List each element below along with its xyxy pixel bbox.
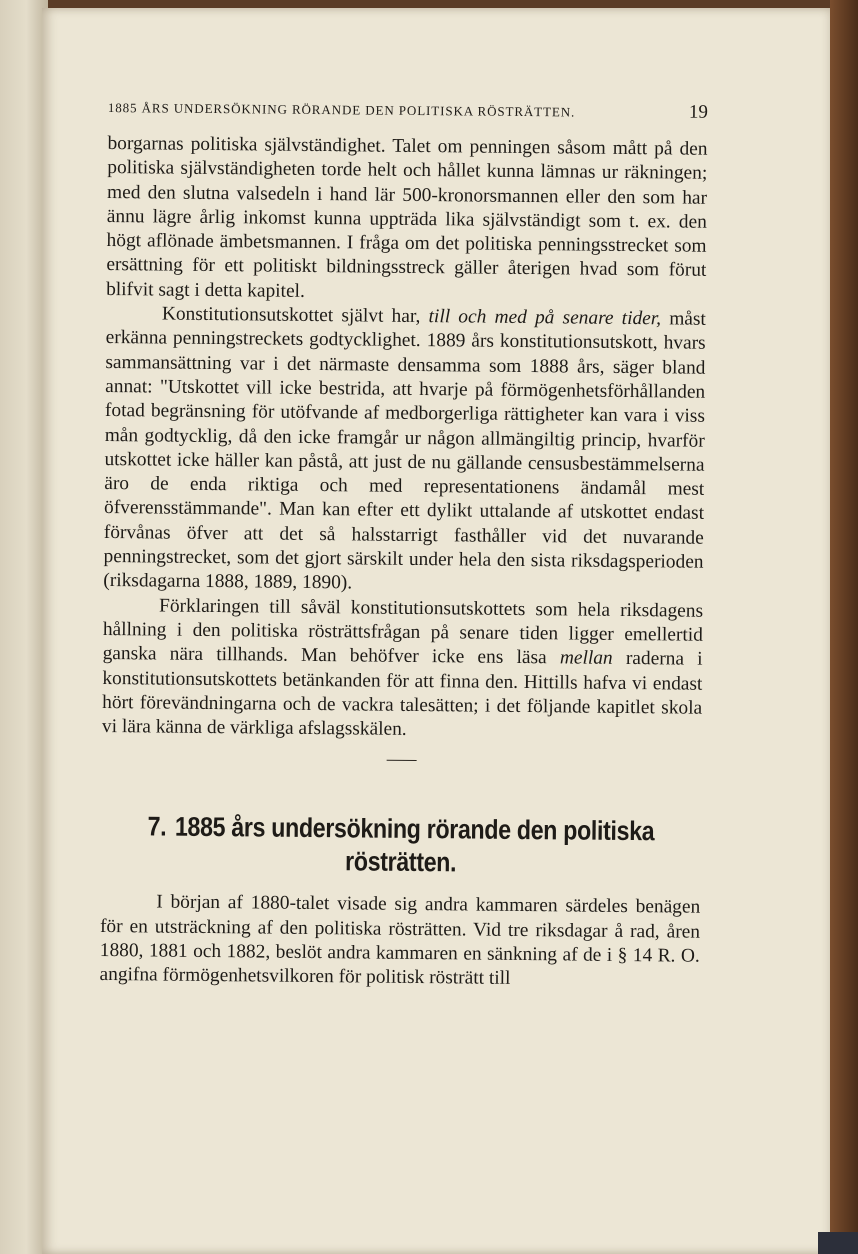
section-number: 7. xyxy=(147,811,167,843)
section-paragraph: I början af 1880-talet visade sig andra kammaren särdeles benägen för en utsträckning af den politiska rösträtten. Vid tre riksdagar å rad, åren 1880, 1881 och 1882, beslöt andra kammaren en sänkning af de i § 14 R. O. angifna förmögenhetsvilkoren för politisk rösträtt till xyxy=(99,891,701,990)
running-head xyxy=(108,96,708,132)
paragraph-explanation-rest: raderna i konstitutionsutskottets betänkanden för att finna den. Hittills hafva vi endast hört förevändningarna och de vackra talesätten; i det följande kapitlet skola vi lära känna de värkliga afslagsskälen. xyxy=(101,648,703,741)
section-heading xyxy=(143,811,660,882)
page-number: 19 xyxy=(688,101,708,123)
paragraph-committee xyxy=(103,302,706,599)
paragraph-committee-start: Konstitutionsutskottet självt har, xyxy=(161,303,421,328)
paragraph-committee-rest: måst erkänna penningstreckets godtycklighet. 1889 års konstitutionsutskott, hvars sammansättning var i det närmaste densamma som 1888 års, säger bland annat: "Utskottet vill icke bestrida, att hvarje på förmögenhetsförhållanden fotad begränsning för utöfvande af medborgerliga rättigheter kan vara i viss mån godtycklig, då den icke framgår ur någon allmängiltig princip, hvarför utskottet icke häller kan påstå, att just de nu gällande censusbestämmelserna äro de enda riktiga och med representationens ändamål mest öfverensstämmande". Man kan efter ett dylikt uttalande af utskottet endast förvånas öfver att det så halsstarrigt fasthåller vid det nuvarande penningstrecket, som det gjort särskilt under hela den sista riksdagsperioden (riksdagarna 1888, 1889, 1890). xyxy=(103,308,706,594)
paragraph-explanation xyxy=(102,594,703,746)
paragraph-committee-emphasis: till och med på senare tider, xyxy=(428,306,662,330)
paragraph-explanation-start: Förklaringen till såväl konstitutionsutskottets som hela riksdagens hållning i den politiska rösträttsfrågan på senare tiden ligger emellertid ganska nära tillhands. Man behöfver icke ens läsa xyxy=(102,595,704,669)
section-title: 1885 års undersökning rörande den politiska rösträtten. xyxy=(174,812,655,878)
paragraph-continuation: borgarnas politiska självständighet. Talet om penningen såsom mått på den politiska självständigheten torde helt och hållet kunna lämnas ur räkningen; med den slutna valsedeln i hand lär 500-kronorsmannen eller den som har ännu lägre årlig inkomst kunna uppträda lika självständigt som t. ex. den högt aflönade ämbetsmannen. I fråga om det politiska penningsstrecket som ersättning för ett politiskt bildningsstreck gäller återigen hvad som förut blifvit sagt i detta kapitel. xyxy=(106,132,708,302)
background-corner xyxy=(818,1232,858,1254)
book-cover-edge xyxy=(830,0,858,1254)
paragraph-explanation-emphasis: mellan xyxy=(559,647,613,670)
page-text xyxy=(99,96,708,993)
running-head-title: 1885 ÅRS UNDERSÖKNING RÖRANDE DEN POLITISKA RÖSTRÄTTEN. xyxy=(107,99,576,120)
section-divider xyxy=(387,760,417,761)
previous-page-edge xyxy=(0,0,48,1254)
body-text xyxy=(99,132,707,993)
